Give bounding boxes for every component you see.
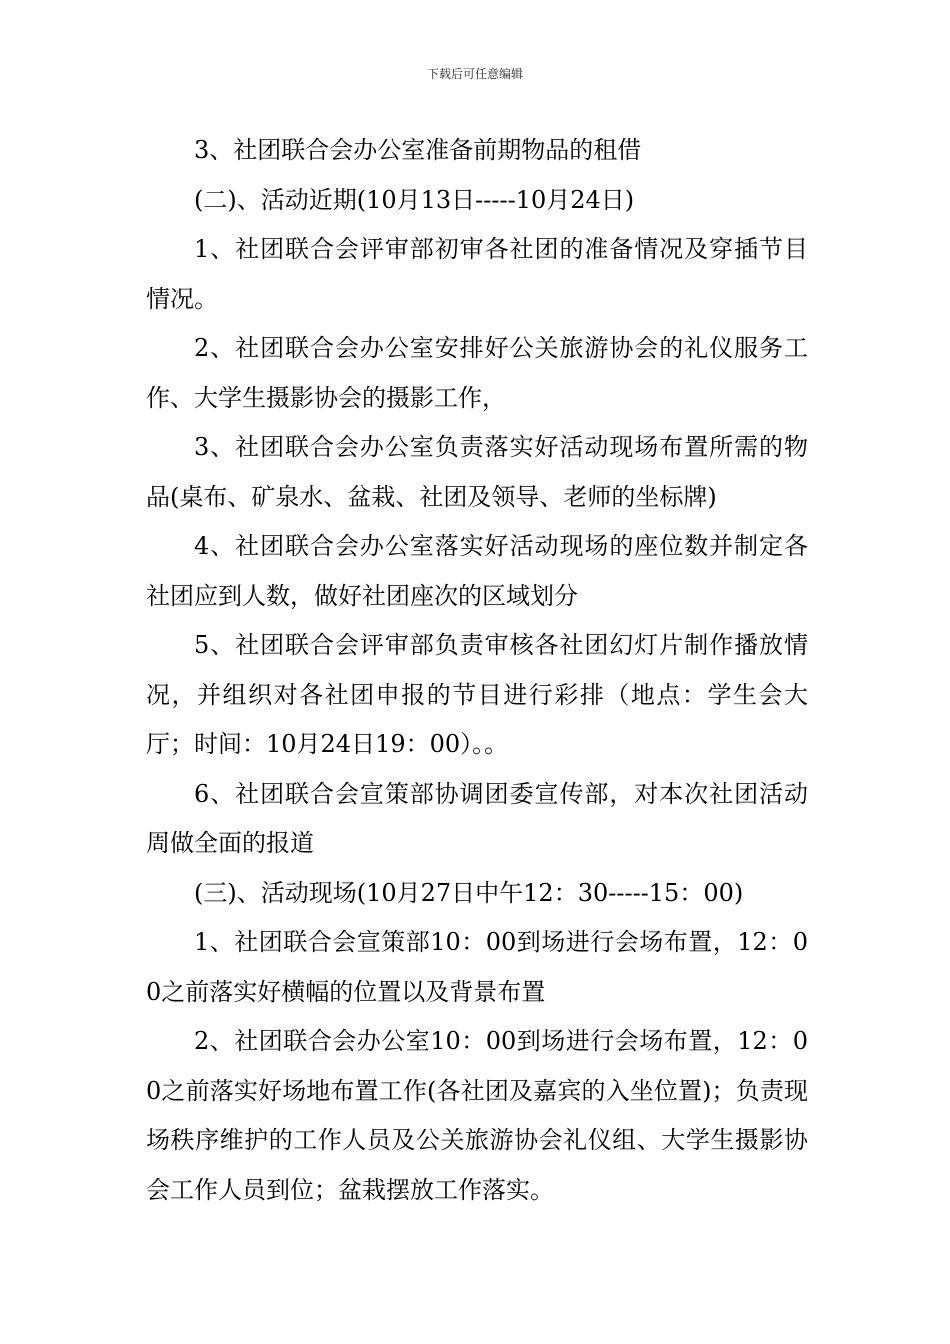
page-header-note: 下载后可任意编辑 (426, 67, 523, 81)
paragraph-item-5-rehearsal: 5、社团联合会评审部负责审核各社团幻灯片制作播放情况，并组织对各社团申报的节目进行彩排（地点：学生会大厅；时间：10月24日19：00）。。 (146, 631, 808, 758)
document-body (146, 126, 808, 1215)
paragraph-item-3-venue-items: 3、社团联合会办公室负责落实好活动现场布置所需的物品(桌布、矿泉水、盆栽、社团及领导、老师的坐标牌) (146, 433, 808, 511)
paragraph-item-1-banner: 1、社团联合会宣策部10：00到场进行会场布置，12：00之前落实好横幅的位置以及背景布置 (146, 928, 808, 1006)
section-heading-event-site: (三)、活动现场(10月27日中午12：30-----15：00) (194, 878, 744, 907)
paragraph-item-2-etiquette: 2、社团联合会办公室安排好公关旅游协会的礼仪服务工作、大学生摄影协会的摄影工作， (146, 334, 808, 412)
paragraph-item-1-review: 1、社团联合会评审部初审各社团的准备情况及穿插节目情况。 (146, 235, 808, 313)
paragraph-item-4-seating: 4、社团联合会办公室落实好活动现场的座位数并制定各社团应到人数，做好社团座次的区域划分 (146, 532, 808, 610)
paragraph-item-3-rental: 3、社团联合会办公室准备前期物品的租借 (194, 136, 642, 164)
section-heading-recent-period: (二)、活动近期(10月13日-----10月24日) (194, 185, 635, 214)
paragraph-item-2-site-setup: 2、社团联合会办公室10：00到场进行会场布置，12：00之前落实好场地布置工作(各社团及嘉宾的入坐位置)；负责现场秩序维护的工作人员及公关旅游协会礼仪组、大学生摄影协会工作人员到位；盆栽摆放工作落实。 (146, 1027, 808, 1204)
paragraph-item-6-publicity: 6、社团联合会宣策部协调团委宣传部，对本次社团活动周做全面的报道 (146, 779, 808, 857)
